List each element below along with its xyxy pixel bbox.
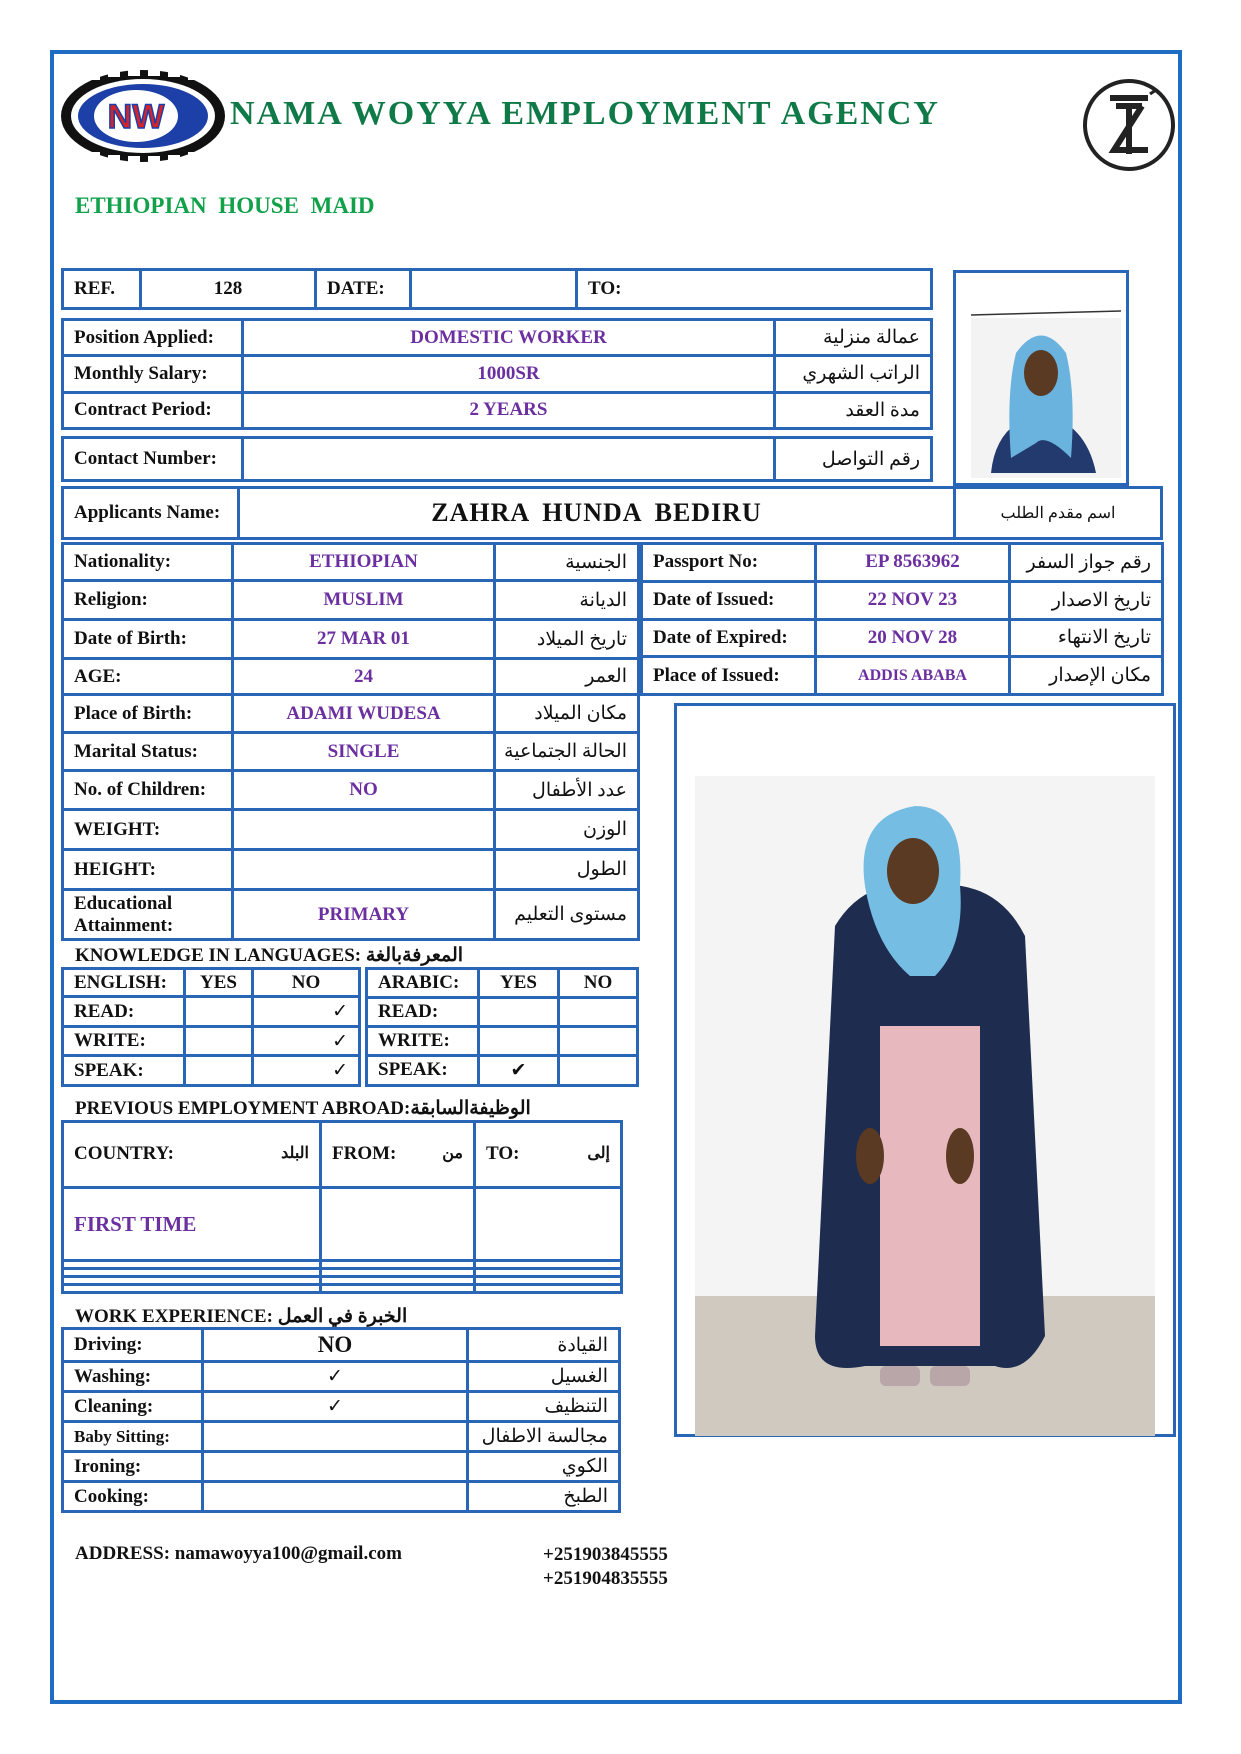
passport-no-arabic: رقم جواز السفر [1010, 544, 1163, 582]
education-arabic: مستوى التعليم [495, 890, 639, 940]
height-arabic: الطول [495, 850, 639, 890]
position-value: DOMESTIC WORKER [243, 320, 775, 356]
svg-text:NW: NW [107, 98, 165, 136]
weight-arabic: الوزن [495, 810, 639, 850]
religion-value: MUSLIM [233, 581, 495, 620]
date-label: DATE: [316, 270, 411, 309]
arabic-read-no [559, 997, 638, 1026]
birthplace-arabic: مكان الميلاد [495, 695, 639, 733]
marital-arabic: الحالة الجتماعية [495, 733, 639, 771]
ref-value: 128 [141, 270, 316, 309]
passport-table [640, 542, 1164, 696]
weight-label: WEIGHT: [63, 810, 233, 850]
personal-table [61, 542, 640, 941]
english-speak-label: SPEAK: [63, 1056, 185, 1086]
position-arabic: عمالة منزلية [775, 320, 932, 356]
nationality-value: ETHIOPIAN [233, 544, 495, 581]
experience-heading: WORK EXPERIENCE: الخبرة في العمل [75, 1306, 408, 1327]
driving-value: NO [203, 1329, 468, 1362]
babysitting-label: Baby Sitting: [63, 1422, 203, 1452]
birthdate-arabic: تاريخ الميلاد [495, 620, 639, 659]
issue-date-label: Date of Issued: [642, 581, 816, 619]
driving-label: Driving: [63, 1329, 203, 1362]
nationality-arabic: الجنسية [495, 544, 639, 581]
employment-to-cell [475, 1187, 622, 1261]
arabic-read-yes [479, 997, 559, 1026]
babysitting-value [203, 1422, 468, 1452]
reference-table [61, 268, 933, 310]
page-subtitle: ETHIOPIAN HOUSE MAID [75, 193, 375, 218]
driving-arabic: القيادة [468, 1329, 620, 1362]
employment-from-cell [321, 1277, 475, 1285]
table-row [63, 1277, 622, 1285]
height-label: HEIGHT: [63, 850, 233, 890]
salary-label: Monthly Salary: [63, 356, 243, 392]
english-yes-header: YES [185, 969, 253, 997]
religion-arabic: الديانة [495, 581, 639, 620]
contact-arabic: رقم التواصل [775, 438, 932, 481]
english-table [61, 967, 361, 1087]
applicant-arabic: اسم مقدم الطلب [955, 488, 1162, 539]
employment-country-cell [63, 1261, 321, 1269]
expiry-date-arabic: تاريخ الانتهاء [1010, 619, 1163, 657]
address-text: ADDRESS: namawoyya100@gmail.com [75, 1543, 402, 1564]
contact-value [243, 438, 775, 481]
cleaning-arabic: التنظيف [468, 1392, 620, 1422]
salary-value: 1000SR [243, 356, 775, 392]
employment-country-cell [63, 1269, 321, 1277]
english-no-header: NO [253, 969, 360, 997]
birthplace-label: Place of Birth: [63, 695, 233, 733]
to-label: TO: [577, 270, 932, 309]
salary-arabic: الراتب الشهري [775, 356, 932, 392]
arabic-label: ARABIC: [367, 969, 479, 998]
from-header: FROM: من [321, 1122, 475, 1188]
english-speak-no: ✓ [253, 1056, 360, 1086]
expiry-date-value: 20 NOV 28 [816, 619, 1010, 657]
contact-label: Contact Number: [63, 438, 243, 481]
washing-label: Washing: [63, 1362, 203, 1392]
languages-heading: KNOWLEDGE IN LANGUAGES: المعرفةبالغة [75, 945, 464, 966]
employment-to-cell [475, 1285, 622, 1293]
religion-label: Religion: [63, 581, 233, 620]
arabic-speak-yes: ✔ [479, 1055, 559, 1085]
employment-to-cell [475, 1277, 622, 1285]
date-value [411, 270, 577, 309]
cleaning-value: ✓ [203, 1392, 468, 1422]
age-value: 24 [233, 659, 495, 695]
english-read-label: READ: [63, 997, 185, 1027]
weight-value [233, 810, 495, 850]
arabic-read-label: READ: [367, 997, 479, 1026]
height-value [233, 850, 495, 890]
to-header: TO: إلى [475, 1122, 622, 1188]
agency-logo [58, 66, 228, 166]
english-write-yes [185, 1026, 253, 1056]
english-write-label: WRITE: [63, 1026, 185, 1056]
country-header: COUNTRY: البلد [63, 1122, 321, 1188]
passport-photo [956, 273, 1126, 483]
english-write-no: ✓ [253, 1026, 360, 1056]
birthdate-value: 27 MAR 01 [233, 620, 495, 659]
employment-country-cell [63, 1285, 321, 1293]
nationality-label: Nationality: [63, 544, 233, 581]
experience-table [61, 1327, 621, 1513]
contract-value: 2 YEARS [243, 392, 775, 428]
marital-label: Marital Status: [63, 733, 233, 771]
position-label: Position Applied: [63, 320, 243, 356]
issue-date-value: 22 NOV 23 [816, 581, 1010, 619]
english-read-yes [185, 997, 253, 1027]
table-row [63, 1269, 622, 1277]
full-photo-frame [674, 703, 1176, 1437]
phone-2: +251904835555 [543, 1568, 668, 1589]
children-arabic: عدد الأطفال [495, 771, 639, 810]
issue-date-arabic: تاريخ الاصدار [1010, 581, 1163, 619]
ironing-arabic: الكوي [468, 1452, 620, 1482]
agency-title: NAMA WOYYA EMPLOYMENT AGENCY [230, 95, 940, 132]
education-value: PRIMARY [233, 890, 495, 940]
arabic-yes-header: YES [479, 969, 559, 998]
age-arabic: العمر [495, 659, 639, 695]
contract-label: Contract Period: [63, 392, 243, 428]
phone-numbers [543, 1543, 668, 1591]
washing-value: ✓ [203, 1362, 468, 1392]
applicant-label: Applicants Name: [63, 488, 239, 539]
passport-no-value: EP 8563962 [816, 544, 1010, 582]
employment-from-cell [321, 1269, 475, 1277]
position-table [61, 318, 933, 430]
agency-emblem [1082, 70, 1176, 180]
phone-1: +251903845555 [543, 1544, 668, 1565]
issue-place-arabic: مكان الإصدار [1010, 657, 1163, 695]
applicant-table [61, 486, 1163, 540]
table-row [63, 1187, 622, 1261]
arabic-table [365, 967, 639, 1087]
arabic-write-no [559, 1026, 638, 1055]
ironing-value [203, 1452, 468, 1482]
arabic-speak-no [559, 1055, 638, 1085]
cooking-value [203, 1482, 468, 1512]
ironing-label: Ironing: [63, 1452, 203, 1482]
employment-from-cell [321, 1285, 475, 1293]
employment-to-cell [475, 1269, 622, 1277]
contact-table [61, 436, 933, 482]
employment-from-cell [321, 1261, 475, 1269]
washing-arabic: الغسيل [468, 1362, 620, 1392]
passport-photo-frame [953, 270, 1129, 486]
issue-place-value: ADDIS ABABA [816, 657, 1010, 695]
birthplace-value: ADAMI WUDESA [233, 695, 495, 733]
issue-place-label: Place of Issued: [642, 657, 816, 695]
contract-arabic: مدة العقد [775, 392, 932, 428]
full-body-photo [695, 776, 1155, 1436]
english-label: ENGLISH: [63, 969, 185, 997]
cooking-arabic: الطبخ [468, 1482, 620, 1512]
employment-country-cell: FIRST TIME [63, 1187, 321, 1261]
arabic-no-header: NO [559, 969, 638, 998]
cleaning-label: Cleaning: [63, 1392, 203, 1422]
english-speak-yes [185, 1056, 253, 1086]
table-row [63, 1285, 622, 1293]
employment-to-cell [475, 1261, 622, 1269]
age-label: AGE: [63, 659, 233, 695]
table-row [63, 1261, 622, 1269]
employment-from-cell [321, 1187, 475, 1261]
arabic-write-label: WRITE: [367, 1026, 479, 1055]
children-label: No. of Children: [63, 771, 233, 810]
employment-table [61, 1120, 623, 1294]
employment-heading: PREVIOUS EMPLOYMENT ABROAD:الوظيفةالسابقة [75, 1098, 531, 1119]
babysitting-arabic: مجالسة الاطفال [468, 1422, 620, 1452]
expiry-date-label: Date of Expired: [642, 619, 816, 657]
applicant-name: ZAHRA HUNDA BEDIRU [239, 488, 955, 539]
arabic-speak-label: SPEAK: [367, 1055, 479, 1085]
employment-country-cell [63, 1277, 321, 1285]
birthdate-label: Date of Birth: [63, 620, 233, 659]
ref-label: REF. [63, 270, 141, 309]
english-read-no: ✓ [253, 997, 360, 1027]
cooking-label: Cooking: [63, 1482, 203, 1512]
passport-no-label: Passport No: [642, 544, 816, 582]
education-label: Educational Attainment: [63, 890, 233, 940]
arabic-write-yes [479, 1026, 559, 1055]
marital-value: SINGLE [233, 733, 495, 771]
children-value: NO [233, 771, 495, 810]
